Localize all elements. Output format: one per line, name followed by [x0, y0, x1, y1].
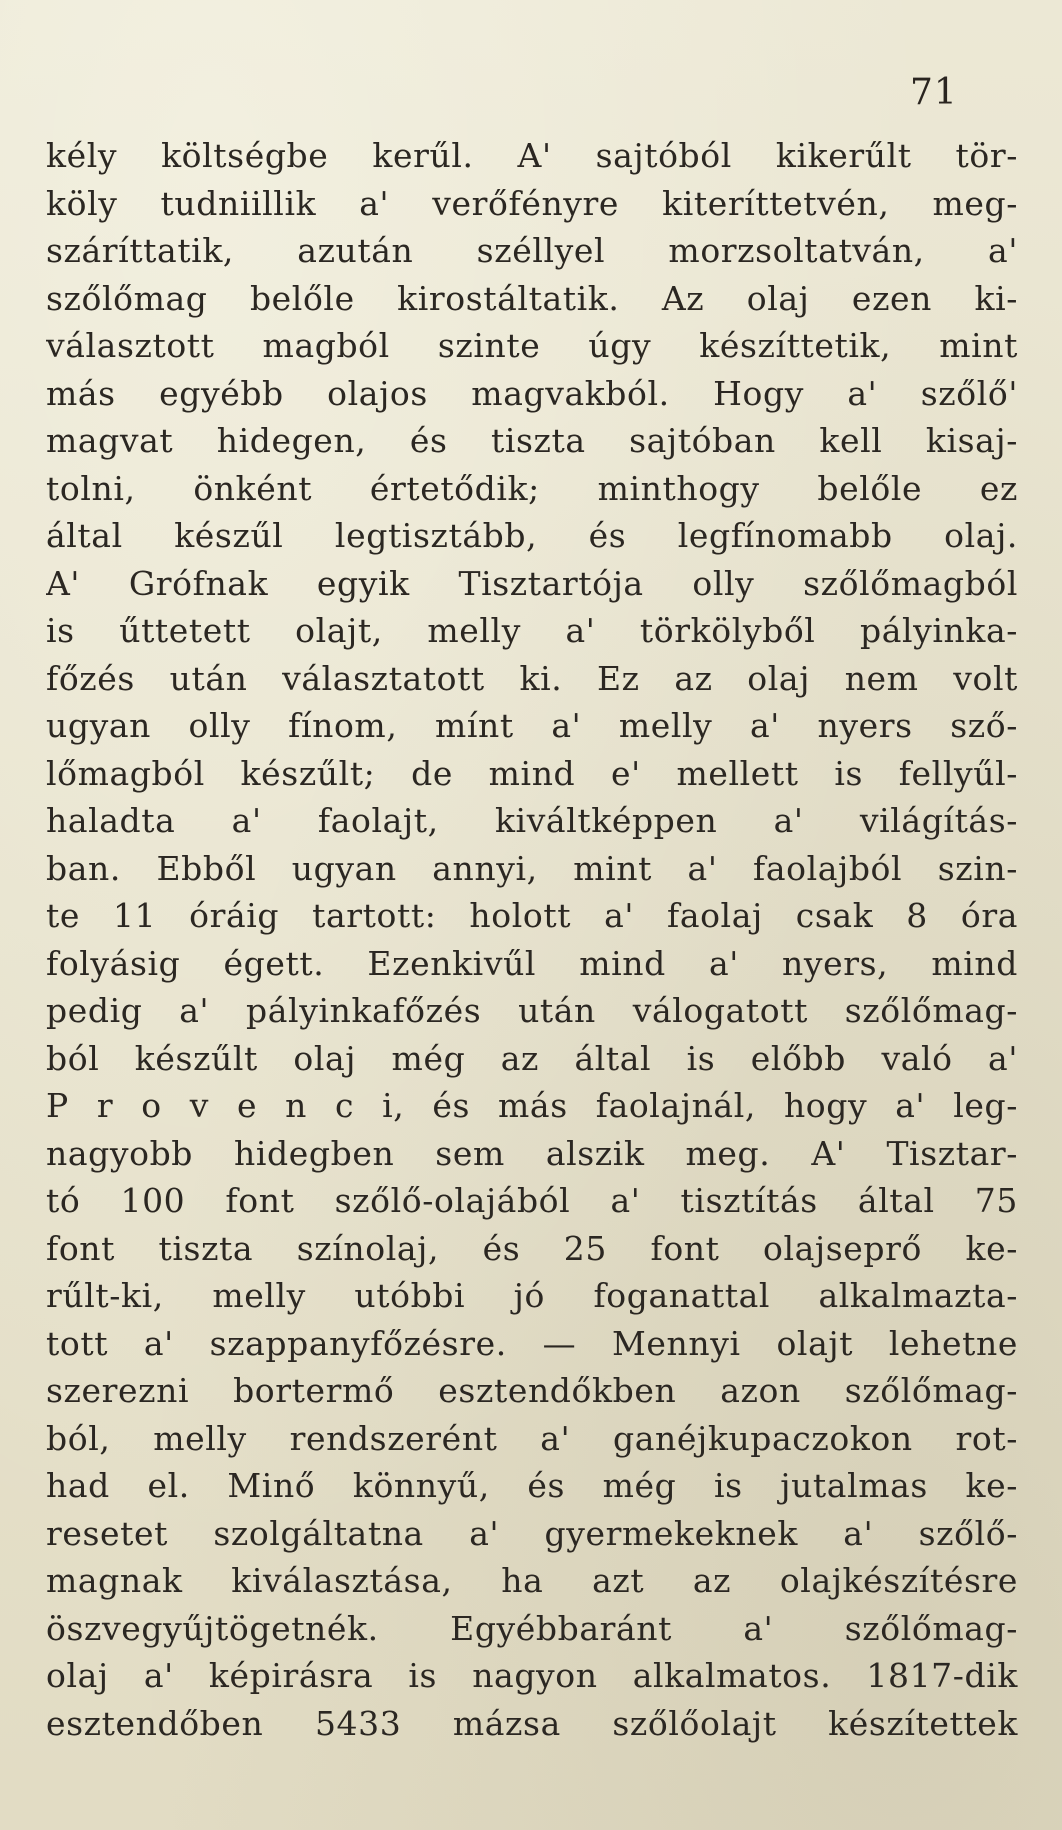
text-line: tolni, önként értetődik; minthogy belőle ez: [46, 468, 1018, 508]
text-line: ból készűlt olaj még az által is előbb való a': [46, 1038, 1018, 1078]
text-line: lőmagból készűlt; de mind e' mellett is fellyűl-: [46, 753, 1018, 793]
text-line: öszvegyűjtögetnék. Egyébbaránt a' szőlőmag-: [46, 1608, 1018, 1648]
text-line: tott a' szappanyfőzésre. — Mennyi olajt lehetne: [46, 1323, 1018, 1363]
text-line: resetet szolgáltatna a' gyermekeknek a' szőlő-: [46, 1513, 1018, 1553]
text-line: is űttetett olajt, melly a' törkölyből pályinka-: [46, 611, 1018, 650]
text-line: által készűl legtisztább, és legfínomabb olaj.: [46, 516, 1018, 555]
text-line: A' Grófnak egyik Tisztartója olly szőlőmagból: [46, 563, 1018, 603]
text-line: olaj a' képirásra is nagyon alkalmatos. 1817-dik: [46, 1656, 1018, 1695]
text-line: más egyébb olajos magvakból. Hogy a' szőlő': [46, 373, 1018, 413]
text-line: had el. Minő könnyű, és még is jutalmas ke-: [46, 1466, 1018, 1505]
text-line: szőlőmag belőle kirostáltatik. Az olaj ezen ki-: [46, 278, 1018, 318]
text-line: rűlt-ki, melly utóbbi jó foganattal alkalmazta-: [46, 1276, 1018, 1315]
text-line: kély költségbe kerűl. A' sajtóból kikerűlt tör-: [46, 136, 1018, 175]
body-text: [46, 132, 1018, 1747]
text-line: magnak kiválasztása, ha azt az olajkészítésre: [46, 1561, 1018, 1600]
text-line: pedig a' pályinkafőzés után válogatott szőlőmag-: [46, 991, 1018, 1030]
text-line: haladta a' faolajt, kiváltképpen a' világítás-: [46, 801, 1018, 840]
text-line: köly tudniillik a' verőfényre kiteríttetvén, meg-: [46, 183, 1018, 223]
text-line: ugyan olly fínom, mínt a' melly a' nyers sző-: [46, 706, 1018, 745]
text-line: főzés után választatott ki. Ez az olaj nem volt: [46, 658, 1018, 698]
text-line: font tiszta színolaj, és 25 font olajseprő ke-: [46, 1228, 1018, 1268]
text-line: magvat hidegen, és tiszta sajtóban kell kisaj-: [46, 421, 1018, 460]
text-line: tó 100 font szőlő-olajából a' tisztítás által 75: [46, 1181, 1018, 1220]
text-line: száríttatik, azután széllyel morzsoltatván, a': [46, 231, 1018, 270]
text-line: ból, melly rendszerént a' ganéjkupaczokon rot-: [46, 1418, 1018, 1458]
text-line: P r o v e n c i, és más faolajnál, hogy a' leg-: [46, 1086, 1018, 1125]
page-number: 71: [910, 72, 958, 113]
text-line: esztendőben 5433 mázsa szőlőolajt készítettek: [46, 1703, 1018, 1743]
text-line: folyásig égett. Ezenkivűl mind a' nyers, mind: [46, 943, 1018, 983]
text-line: szerezni bortermő esztendőkben azon szőlőmag-: [46, 1371, 1018, 1410]
text-line: nagyobb hidegben sem alszik meg. A' Tisztar-: [46, 1133, 1018, 1173]
text-line: választott magból szinte úgy készíttetik, mint: [46, 326, 1018, 365]
text-line: ban. Ebből ugyan annyi, mint a' faolajból szin-: [46, 848, 1018, 888]
text-line: te 11 óráig tartott: holott a' faolaj csak 8 óra: [46, 896, 1018, 935]
